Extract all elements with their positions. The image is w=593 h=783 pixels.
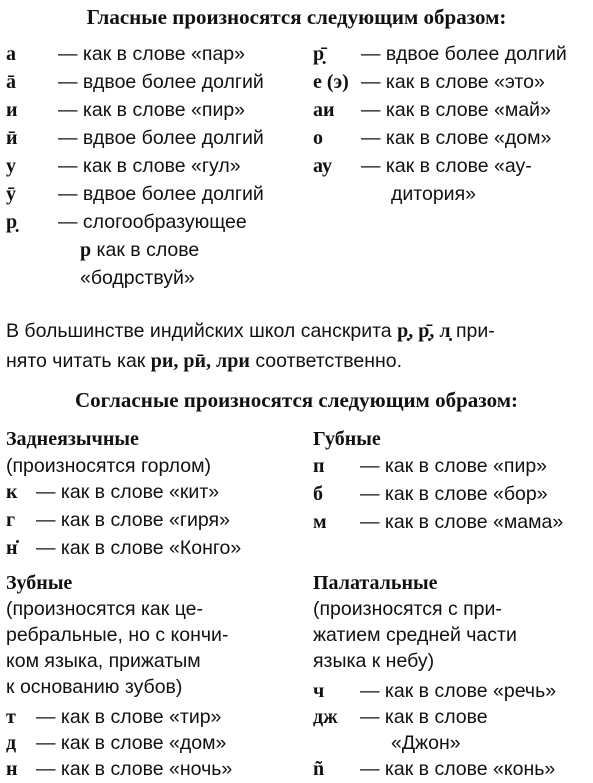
consonant-row [6, 704, 306, 730]
consonant-row [313, 452, 591, 480]
vowel-row [6, 180, 306, 208]
consonant-description: — как в слове «бор» [360, 483, 548, 505]
vowels-heading: Гласные произносятся следующим образом: [86, 5, 507, 29]
vowel-symbol: ӣ [6, 127, 18, 149]
vowel-row [6, 124, 306, 152]
vowel-continuation-text: дитория» [391, 183, 476, 205]
vowel-row [313, 124, 591, 152]
palatal-note [313, 596, 591, 674]
consonant-symbol: т [6, 706, 16, 728]
vowel-continuation [6, 264, 306, 292]
consonant-row [313, 480, 591, 508]
consonant-symbol: дж [313, 706, 338, 728]
consonant-description: — как в слове «дом» [36, 732, 227, 754]
vowel-row [313, 40, 591, 68]
consonant-symbol: ч [313, 680, 325, 702]
palatal-title: Палатальные [313, 572, 438, 594]
note-bold: р̣, р̣̄, л̣ [397, 320, 451, 342]
consonant-symbol: д [6, 732, 17, 754]
consonant-row [313, 756, 591, 782]
vowel-description: — как в слове «пир» [58, 99, 246, 121]
vowel-row [313, 68, 591, 96]
consonant-symbol: п [313, 455, 325, 477]
consonant-symbol: г [6, 509, 16, 531]
note-text: В большинстве индийских школ санскрита [6, 320, 398, 342]
consonant-description: — как в слове «пир» [360, 455, 548, 477]
velar-rows [6, 478, 306, 562]
vowel-row [6, 208, 306, 236]
consonant-row [313, 678, 591, 704]
labial-title: Губные [313, 428, 381, 450]
consonant-description: — как в слове «мама» [360, 511, 564, 533]
vowel-symbol: р̣̄ [313, 43, 325, 65]
consonant-continuation-text: «Джон» [391, 732, 461, 754]
sanskrit-reading-note [6, 316, 588, 376]
dental-note-line: (произносятся как це- [6, 598, 203, 620]
vowel-symbol: ау [313, 155, 332, 177]
vowel-continuation [6, 236, 306, 264]
consonant-row [6, 756, 306, 782]
consonant-row [313, 704, 591, 730]
vowel-row [6, 68, 306, 96]
consonant-symbol: ñ [313, 758, 325, 780]
note-line-2 [6, 346, 588, 376]
dental-note [6, 596, 306, 700]
consonant-symbol: к [6, 481, 18, 503]
vowel-symbol: аи [313, 99, 335, 121]
vowel-row [313, 96, 591, 124]
palatal-note-line: (произносятся с при- [313, 598, 502, 620]
vowel-continuation-bold: р [80, 239, 92, 261]
note-text: нято читать как [6, 350, 151, 372]
consonant-continuation [313, 730, 591, 756]
vowels-left-column [6, 40, 306, 292]
vowel-description: — как в слове «дом» [361, 127, 552, 149]
vowel-symbol: у [6, 155, 16, 177]
dental-title: Зубные [6, 572, 73, 594]
dental-note-line: ребральные, но с кончи- [6, 624, 229, 646]
vowel-row [6, 96, 306, 124]
vowel-continuation-text [80, 236, 199, 264]
vowel-symbol: и [6, 99, 18, 121]
consonant-description: — как в слове «Конго» [36, 537, 242, 559]
vowel-description: — как в слове «это» [361, 71, 545, 93]
vowels-right-column [313, 40, 591, 208]
consonant-symbol: м [313, 511, 327, 533]
consonant-symbol: н̇ [6, 537, 18, 559]
vowel-description: — как в слове «май» [361, 99, 551, 121]
dental-note-line: ком языка, прижатым [6, 650, 201, 672]
consonant-row [6, 478, 306, 506]
dental-note-line: к основанию зубов) [6, 676, 183, 698]
vowel-description: — как в слове «гул» [58, 155, 241, 177]
note-bold: ри, рӣ, лри [150, 350, 250, 372]
vowel-row [6, 40, 306, 68]
vowel-row [313, 152, 591, 180]
consonant-row [313, 508, 591, 536]
vowel-symbol: о [313, 127, 323, 149]
vowel-description: — вдвое более долгий [58, 183, 264, 205]
note-text: при- [450, 320, 495, 342]
consonant-row [6, 730, 306, 756]
vowel-symbol: р̣ [6, 211, 18, 233]
vowel-description: — слогообразующее [58, 211, 247, 233]
consonant-description: — как в слове «гиря» [36, 509, 230, 531]
note-line-1 [6, 316, 588, 346]
vowel-continuation-rest: как в слове [91, 239, 200, 261]
note-text: соответственно. [249, 350, 403, 372]
vowel-continuation [313, 180, 591, 208]
vowel-description: — вдвое более долгий [58, 127, 264, 149]
vowel-continuation-text: «бодрствуй» [80, 267, 195, 289]
palatal-note-line: языка к небу) [313, 650, 435, 672]
vowel-description: — вдвое более долгий [361, 43, 567, 65]
vowel-symbol: а [6, 43, 16, 65]
vowel-symbol: ӯ [6, 183, 16, 205]
vowel-symbol: е (э) [313, 71, 349, 93]
velar-note: (произносятся горлом) [6, 455, 211, 477]
consonant-row [6, 534, 306, 562]
consonant-symbol: б [313, 483, 323, 505]
labial-rows [313, 452, 591, 536]
consonant-description: — как в слове [360, 706, 488, 728]
dental-rows [6, 704, 306, 782]
vowel-description: — вдвое более долгий [58, 71, 264, 93]
vowel-description: — как в слове «ау- [361, 155, 532, 177]
palatal-rows [313, 678, 591, 782]
consonant-description: — как в слове «конь» [360, 758, 556, 780]
vowel-description: — как в слове «пар» [58, 43, 245, 65]
consonant-description: — как в слове «речь» [360, 680, 557, 702]
consonant-description: — как в слове «ночь» [36, 758, 233, 780]
consonant-description: — как в слове «кит» [36, 481, 220, 503]
vowel-symbol: ā [6, 71, 16, 93]
consonants-heading: Согласные произносятся следующим образом: [75, 388, 518, 412]
palatal-note-line: жатием средней части [313, 624, 517, 646]
consonant-description: — как в слове «тир» [36, 706, 222, 728]
consonant-row [6, 506, 306, 534]
vowel-row [6, 152, 306, 180]
consonant-symbol: н [6, 758, 18, 780]
velar-title: Заднеязычные [6, 428, 139, 450]
